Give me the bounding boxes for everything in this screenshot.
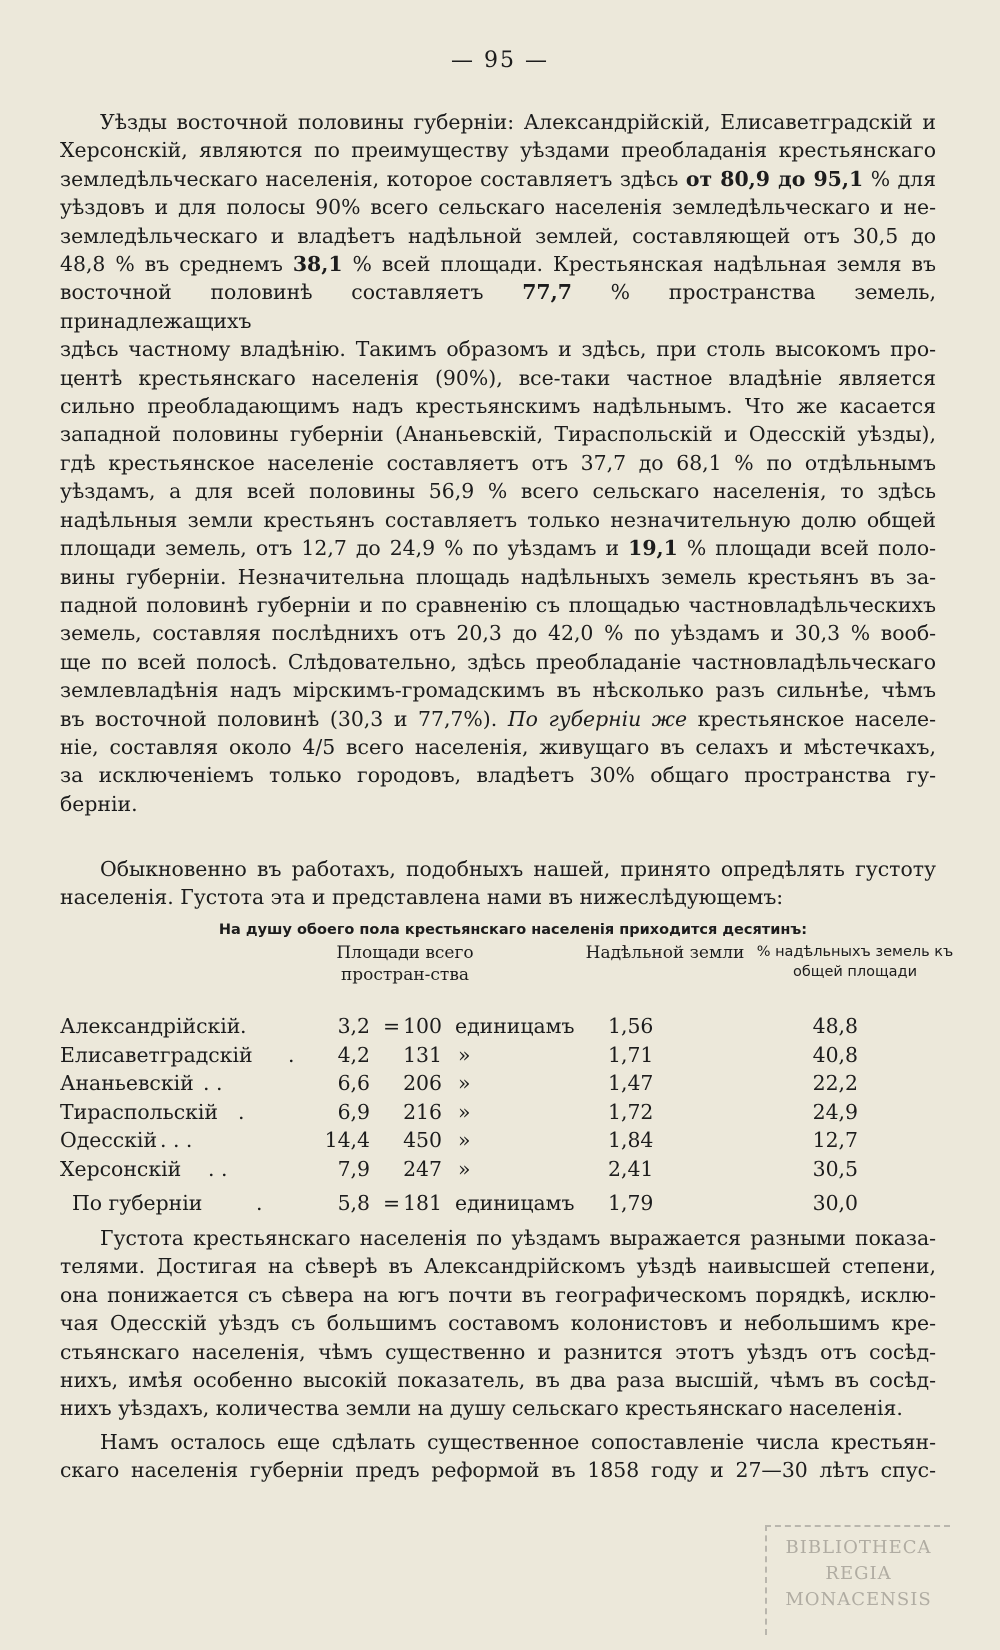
- header-area: Площади всего простран-ства: [336, 943, 474, 985]
- nadel-value: 1,84: [608, 1128, 654, 1152]
- area-value: 7,9: [337, 1156, 370, 1181]
- uezd-name: Тираспольскій: [60, 1099, 219, 1124]
- table-row: [60, 1041, 936, 1070]
- header-nadel: Надѣльной земли: [585, 943, 745, 963]
- pct-value: 24,9: [812, 1099, 858, 1124]
- text-line: падной половинѣ губерніи и по сравненію съ площадью частновладѣльческихъ: [60, 592, 936, 617]
- paragraph-1: [60, 108, 936, 818]
- uezd-name: Александрійскій: [60, 1014, 241, 1038]
- text-line: въ восточной половинѣ (30,3 и 77,7%). По губерніи же крестьянское населе-: [60, 706, 936, 731]
- text-line: надѣльныя земли крестьянъ составляетъ только незначительную долю общей: [60, 507, 936, 532]
- leader-dots: .: [240, 1014, 247, 1038]
- leader-dots: .: [288, 1042, 295, 1067]
- area-value: 5,8: [337, 1191, 370, 1215]
- text-line: берніи.: [60, 791, 138, 816]
- text-line: ще по всей полосѣ. Слѣдовательно, здѣсь преобладаніе частновладѣльческаго: [60, 649, 936, 674]
- leader-dots: .: [238, 1099, 245, 1124]
- text-line: Херсонскій, являются по преимуществу уѣздами преобладанія крестьянскаго: [60, 138, 936, 163]
- uezd-name: Ананьевскій: [60, 1071, 194, 1095]
- text-line: 48,8 % въ среднемъ 38,1 % всей площади. Крестьянская надѣльная земля въ: [60, 252, 936, 277]
- table-total-row: [60, 1189, 936, 1218]
- text-line: чая Одесскій уѣздъ съ большимъ составомъ колонистовъ и небольшимъ кре-: [60, 1311, 936, 1336]
- pct-value: 30,5: [812, 1156, 858, 1181]
- table-header: [60, 942, 954, 1012]
- page-number: — 95 —: [451, 48, 549, 73]
- stamp-line: MONACENSIS: [785, 1589, 932, 1610]
- text-line: стьянскаго населенія, чѣмъ существенно и разнится этотъ уѣздъ отъ сосѣд-: [60, 1339, 936, 1364]
- text-line: западной половины губерніи (Ананьевскій, Тираспольскій и Одесскій уѣзды),: [60, 422, 936, 447]
- leader-dots: . .: [208, 1156, 228, 1181]
- uezd-name: Одесскій: [60, 1128, 158, 1152]
- text-line: нихъ, имѣя особенно высокій показатель, въ два раза высшій, чѣмъ въ сосѣд-: [60, 1368, 936, 1393]
- area-value: 3,2: [337, 1014, 370, 1038]
- text-line: нихъ уѣздахъ, количества земли на душу сельскаго крестьянскаго населенія.: [60, 1396, 903, 1421]
- table-row: [60, 1126, 936, 1155]
- library-stamp: [765, 1525, 950, 1635]
- text-line: Обыкновенно въ работахъ, подобныхъ нашей, принято опредѣлять густоту: [100, 857, 936, 881]
- text-line: за исключеніемъ только городовъ, владѣетъ 30% общаго пространства гу-: [60, 763, 936, 788]
- paragraph-4: [60, 1428, 936, 1485]
- stamp-line: BIBLIOTHECA: [785, 1537, 932, 1558]
- density-table: [60, 918, 954, 1218]
- pct-value: 48,8: [812, 1014, 858, 1038]
- total-value: 247: [403, 1156, 442, 1181]
- equals-sign: =: [383, 1014, 401, 1038]
- text-line: Намъ осталось еще сдѣлать существенное сопоставленіе числа крестьян-: [100, 1430, 936, 1454]
- nadel-value: 2,41: [608, 1156, 654, 1181]
- area-value: 6,6: [337, 1071, 370, 1095]
- pct-value: 22,2: [812, 1071, 858, 1095]
- unit-label: единицамъ: [455, 1191, 575, 1215]
- area-value: 14,4: [324, 1128, 370, 1152]
- leader-dots: .: [256, 1191, 263, 1215]
- area-value: 4,2: [337, 1042, 370, 1067]
- leader-dots: . .: [203, 1071, 223, 1095]
- total-value: 216: [403, 1099, 442, 1124]
- table-row: [60, 1155, 936, 1184]
- text-line: здѣсь частному владѣнію. Такимъ образомъ и здѣсь, при столь высокомъ про-: [60, 337, 936, 362]
- stamp-line: REGIA: [825, 1563, 892, 1584]
- unit-label: единицамъ: [455, 1014, 575, 1038]
- paragraph-3: [60, 1224, 936, 1423]
- unit-label: »: [458, 1128, 471, 1152]
- table-row: [60, 1069, 936, 1098]
- table-caption: На душу обоего пола крестьянскаго населенія приходится десятинъ:: [218, 922, 808, 938]
- total-value: 206: [403, 1071, 442, 1095]
- text-line: населенія. Густота эта и представлена нами въ нижеслѣдующемъ:: [60, 885, 784, 910]
- unit-label: »: [458, 1071, 471, 1095]
- text-line: сильно преобладающимъ надъ крестьянскимъ надѣльнымъ. Что же касается: [60, 394, 936, 419]
- header-pct: % надѣльныхъ земель къ общей площади: [756, 944, 954, 980]
- equals-sign: =: [383, 1191, 401, 1215]
- paragraph-2: [60, 855, 936, 912]
- total-value: 181: [403, 1191, 442, 1215]
- total-value: 100: [403, 1014, 442, 1038]
- table-row: [60, 1012, 936, 1041]
- total-value: 450: [403, 1128, 442, 1152]
- text-line: уѣздамъ, а для всей половины 56,9 % всего сельскаго населенія, то здѣсь: [60, 479, 936, 504]
- unit-label: »: [458, 1099, 471, 1124]
- text-line: Уѣзды восточной половины губерніи: Александрійскій, Елисаветградскій и: [100, 110, 936, 134]
- text-line: гдѣ крестьянское населеніе составляетъ отъ 37,7 до 68,1 % по отдѣльнымъ: [60, 450, 936, 475]
- text-line: телями. Достигая на сѣверѣ въ Александрійскомъ уѣздѣ наивысшей степени,: [60, 1254, 936, 1279]
- leader-dots: . . .: [160, 1128, 193, 1152]
- text-line: скаго населенія губерніи предъ реформой въ 1858 году и 27—30 лѣтъ спус-: [60, 1458, 936, 1483]
- nadel-value: 1,56: [608, 1014, 654, 1038]
- nadel-value: 1,79: [608, 1191, 654, 1215]
- nadel-value: 1,47: [608, 1071, 654, 1095]
- text-line: площади земель, отъ 12,7 до 24,9 % по уѣздамъ и 19,1 % площади всей поло-: [60, 536, 936, 561]
- text-line: центѣ крестьянскаго населенія (90%), все-таки частное владѣніе является: [60, 365, 936, 390]
- uezd-name: Елисаветградскій: [60, 1042, 253, 1067]
- nadel-value: 1,72: [608, 1099, 654, 1124]
- text-line: земледѣльческаго и владѣетъ надѣльной землей, составляющей отъ 30,5 до: [60, 223, 936, 248]
- text-line: землевладѣнія надъ мірскимъ-громадскимъ въ нѣсколько разъ сильнѣе, чѣмъ: [60, 678, 936, 703]
- text-line: ніе, составляя около 4/5 всего населенія, живущаго въ селахъ и мѣстечкахъ,: [60, 734, 936, 759]
- total-label: По губерніи: [72, 1191, 203, 1215]
- pct-value: 30,0: [812, 1191, 858, 1215]
- uezd-name: Херсонскій: [60, 1156, 182, 1181]
- area-value: 6,9: [337, 1099, 370, 1124]
- nadel-value: 1,71: [608, 1042, 654, 1067]
- text-line: уѣздовъ и для полосы 90% всего сельскаго населенія земледѣльческаго и не-: [60, 195, 936, 220]
- unit-label: »: [458, 1156, 471, 1181]
- text-line: вины губерніи. Незначительна площадь надѣльныхъ земель крестьянъ въ за-: [60, 564, 936, 589]
- unit-label: »: [458, 1042, 471, 1067]
- text-line: Густота крестьянскаго населенія по уѣздамъ выражается разными показа-: [100, 1226, 936, 1250]
- pct-value: 40,8: [812, 1042, 858, 1067]
- text-line: земель, составляя послѣднихъ отъ 20,3 до 42,0 % по уѣздамъ и 30,3 % вооб-: [60, 621, 936, 646]
- text-line: восточной половинѣ составляетъ 77,7 % пространства земель, принадлежащихъ: [60, 280, 936, 333]
- text-line: она понижается съ сѣвера на югъ почти въ географическомъ порядкѣ, исклю-: [60, 1282, 936, 1307]
- text-line: земледѣльческаго населенія, которое составляетъ здѣсь от 80,9 до 95,1 % для: [60, 166, 936, 191]
- table-row: [60, 1098, 936, 1127]
- total-value: 131: [403, 1042, 442, 1067]
- pct-value: 12,7: [812, 1128, 858, 1152]
